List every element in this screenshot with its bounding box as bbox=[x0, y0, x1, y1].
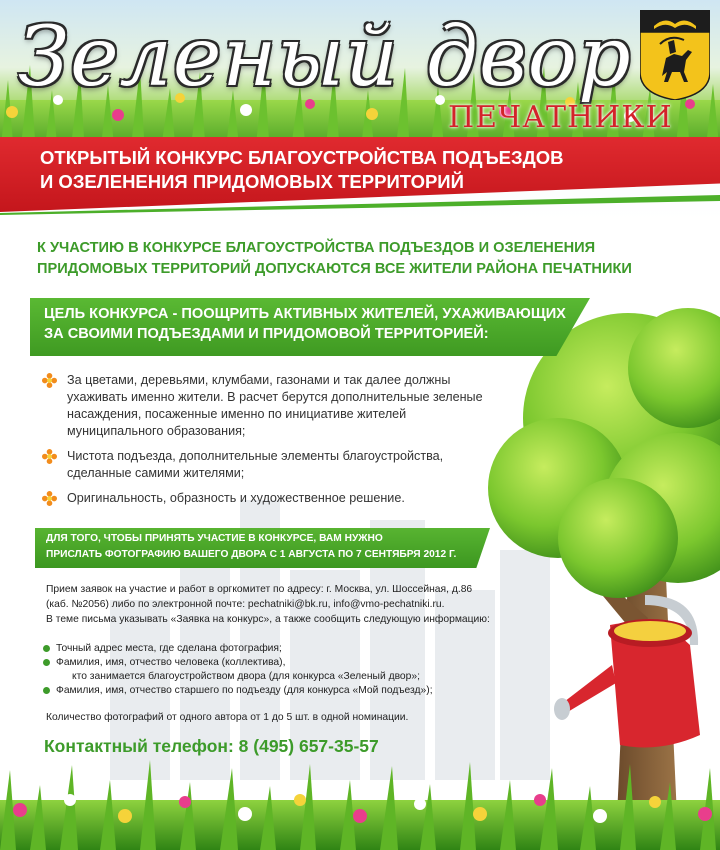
required-info-list bbox=[42, 642, 562, 698]
district-subtitle: ПЕЧАТНИКИ bbox=[448, 100, 673, 135]
intro-line-2: ПРИДОМОВЫХ ТЕРРИТОРИЙ ДОПУСКАЮТСЯ ВСЕ ЖИТЕЛИ РАЙОНА ПЕЧАТНИКИ bbox=[37, 261, 632, 277]
info-item-continuation: кто занимается благоустройством двора (для конкурса «Зеленый двор»; bbox=[72, 671, 420, 682]
application-info bbox=[46, 582, 566, 627]
goal-line-1: ЦЕЛЬ КОНКУРСА - ПООЩРИТЬ АКТИВНЫХ ЖИТЕЛЕЙ, УХАЖИВАЮЩИХ bbox=[44, 306, 566, 322]
apply-line-3: В теме письма указывать «Заявка на конкурс», а также сообщить следующую информацию: bbox=[46, 614, 490, 625]
bullet-dot-icon bbox=[43, 659, 50, 666]
flower-bullet-icon bbox=[42, 491, 57, 506]
banner-line-1: ОТКРЫТЫЙ КОНКУРС БЛАГОУСТРОЙСТВА ПОДЪЕЗДОВ bbox=[40, 147, 564, 168]
banner-green-stripe bbox=[0, 195, 720, 215]
goal-text bbox=[44, 304, 584, 344]
info-item: Точный адрес места, где сделана фотография; bbox=[42, 642, 562, 656]
photo-count-note: Количество фотографий от одного автора от 1 до 5 шт. в одной номинации. bbox=[46, 712, 409, 723]
info-item: Фамилия, имя, отчество старшего по подъезду (для конкурса «Мой подъезд»); bbox=[42, 684, 562, 698]
banner-line-2: И ОЗЕЛЕНЕНИЯ ПРИДОМОВЫХ ТЕРРИТОРИЙ bbox=[40, 171, 464, 192]
flower-bullet-icon bbox=[42, 449, 57, 464]
bullet-dot-icon bbox=[43, 645, 50, 652]
apply-line-2: (каб. №2056) либо по электронной почте: pechatniki@bk.ru, info@vmo-pechatniki.ru. bbox=[46, 599, 445, 610]
criteria-text: Чистота подъезда, дополнительные элементы благоустройства, сделанные самими жителями; bbox=[67, 449, 444, 480]
bullet-dot-icon bbox=[43, 687, 50, 694]
criteria-item bbox=[42, 372, 502, 440]
participate-line-2: ПРИСЛАТЬ ФОТОГРАФИЮ ВАШЕГО ДВОРА С 1 АВГУСТА ПО 7 СЕНТЯБРЯ 2012 Г. bbox=[46, 549, 457, 560]
main-title: Зеленый двор bbox=[18, 10, 632, 105]
contact-phone: Контактный телефон: 8 (495) 657-35-57 bbox=[44, 736, 379, 756]
criteria-text: Оригинальность, образность и художественное решение. bbox=[67, 491, 405, 505]
contest-banner-text bbox=[40, 146, 660, 194]
criteria-text: За цветами, деревьями, клумбами, газонами и так далее должны ухаживать именно жители. В расчет берутся дополнительные зеленые насаждения, посаженные именно по инициативе жителей муниципального образования; bbox=[67, 373, 483, 438]
intro-line-1: К УЧАСТИЮ В КОНКУРСЕ БЛАГОУСТРОЙСТВА ПОДЪЕЗДОВ И ОЗЕЛЕНЕНИЯ bbox=[37, 240, 596, 256]
participate-text bbox=[46, 531, 486, 563]
criteria-list bbox=[42, 372, 502, 515]
intro-text bbox=[37, 238, 677, 280]
district-emblem-icon bbox=[640, 10, 710, 100]
info-item: Фамилия, имя, отчество человека (коллектива), bbox=[42, 656, 562, 670]
grass-bottom-illustration bbox=[0, 730, 720, 850]
flower-bullet-icon bbox=[42, 373, 57, 388]
apply-line-1: Прием заявок на участие и работ в оргкомитет по адресу: г. Москва, ул. Шоссейная, д.86 bbox=[46, 584, 473, 595]
criteria-item bbox=[42, 490, 502, 507]
participate-line-1: ДЛЯ ТОГО, ЧТОБЫ ПРИНЯТЬ УЧАСТИЕ В КОНКУРСЕ, ВАМ НУЖНО bbox=[46, 533, 383, 544]
goal-line-2: ЗА СВОИМИ ПОДЪЕЗДАМИ И ПРИДОМОВОЙ ТЕРРИТОРИЕЙ: bbox=[44, 326, 489, 342]
criteria-item bbox=[42, 448, 502, 482]
